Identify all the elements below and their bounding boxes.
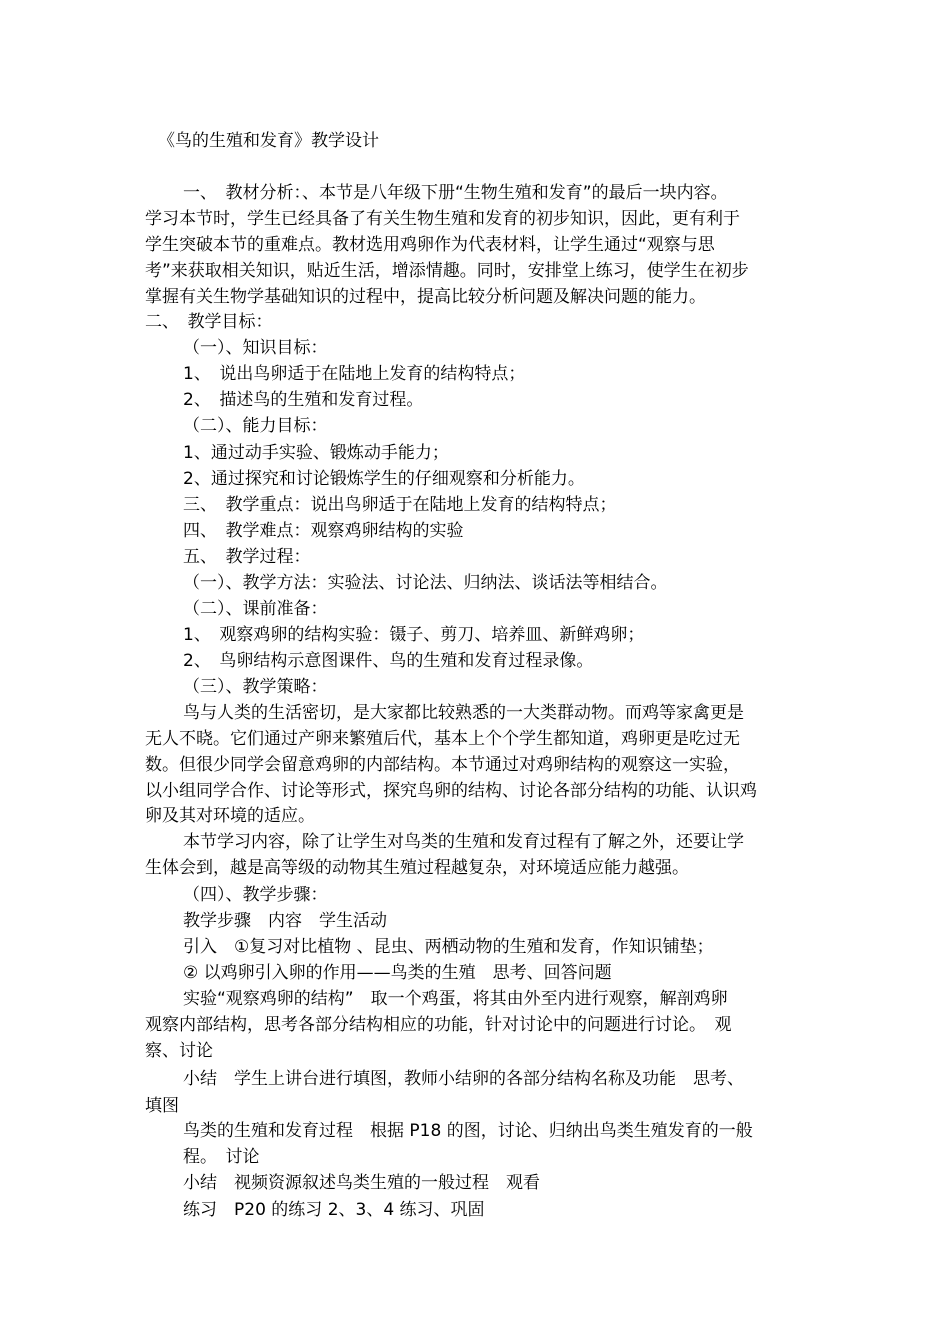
paragraph-line: ② 以鸡卵引入卵的作用——鸟类的生殖 思考、回答问题 (183, 963, 612, 983)
paragraph-line: 数。但很少同学会留意鸡卵的内部结构。本节通过对鸡卵结构的观察这一实验， (145, 755, 740, 775)
paragraph-line: 一、 教材分析：、本节是八年级下册“生物生殖和发育”的最后一块内容。 (183, 183, 728, 203)
paragraph-line: （一）、知识目标： (183, 338, 328, 358)
paragraph-line: 掌握有关生物学基础知识的过程中，提高比较分析问题及解决问题的能力。 (145, 287, 706, 307)
paragraph-line: 鸟类的生殖和发育过程 根据 P18 的图，讨论、归纳出鸟类生殖发育的一般 (183, 1121, 753, 1141)
paragraph-line: 程。 讨论 (183, 1147, 260, 1167)
paragraph-line: 以小组同学合作、讨论等形式，探究鸟卵的结构、讨论各部分结构的功能、认识鸡 (145, 781, 757, 801)
document-title: 《鸟的生殖和发育》教学设计 (158, 131, 379, 151)
paragraph-line: 卵及其对环境的适应。 (145, 806, 315, 826)
paragraph-line: 练习 P20 的练习 2、3、4 练习、巩固 (183, 1200, 485, 1220)
paragraph-line: 2、通过探究和讨论锻炼学生的仔细观察和分析能力。 (183, 469, 585, 489)
paragraph-line: 察、讨论 (145, 1041, 213, 1061)
paragraph-line: 引入 ①复习对比植物 、昆虫、两栖动物的生殖和发育，作知识铺垫； (183, 937, 714, 957)
paragraph-line: 填图 (145, 1096, 179, 1116)
paragraph-line: （一）、教学方法：实验法、讨论法、归纳法、谈话法等相结合。 (183, 573, 668, 593)
paragraph-line: 实验“观察鸡卵的结构” 取一个鸡蛋，将其由外至内进行观察，解剖鸡卵 (183, 989, 728, 1009)
paragraph-line: 考”来获取相关知识，贴近生活，增添情趣。同时，安排堂上练习，使学生在初步 (145, 261, 749, 281)
paragraph-line: 生体会到，越是高等级的动物其生殖过程越复杂，对环境适应能力越强。 (145, 858, 689, 878)
paragraph-line: 1、通过动手实验、锻炼动手能力； (183, 443, 449, 463)
paragraph-line: （三）、教学策略： (183, 677, 328, 697)
paragraph-line: （四）、教学步骤： (183, 885, 328, 905)
paragraph-line: 小结 视频资源叙述鸟类生殖的一般过程 观看 (183, 1173, 540, 1193)
paragraph-line: 2、 鸟卵结构示意图课件、鸟的生殖和发育过程录像。 (183, 651, 594, 671)
paragraph-line: 五、 教学过程： (183, 547, 311, 567)
paragraph-line: 学生突破本节的重难点。教材选用鸡卵作为代表材料，让学生通过“观察与思 (145, 235, 715, 255)
paragraph-line: 鸟与人类的生活密切，是大家都比较熟悉的一大类群动物。而鸡等家禽更是 (183, 703, 744, 723)
paragraph-line: 1、 说出鸟卵适于在陆地上发育的结构特点； (183, 364, 526, 384)
paragraph-line: （二）、能力目标： (183, 416, 328, 436)
paragraph-line: 小结 学生上讲台进行填图，教师小结卵的各部分结构名称及功能 思考、 (183, 1069, 744, 1089)
paragraph-line: 学习本节时，学生已经具备了有关生物生殖和发育的初步知识，因此，更有利于 (145, 209, 740, 229)
paragraph-line: 2、 描述鸟的生殖和发育过程。 (183, 390, 424, 410)
paragraph-line: 1、 观察鸡卵的结构实验：镊子、剪刀、培养皿、新鲜鸡卵； (183, 625, 645, 645)
paragraph-line: 二、 教学目标： (145, 312, 273, 332)
paragraph-line: （二）、课前准备： (183, 599, 328, 619)
paragraph-line: 四、 教学难点：观察鸡卵结构的实验 (183, 521, 464, 541)
paragraph-line: 本节学习内容，除了让学生对鸟类的生殖和发育过程有了解之外，还要让学 (183, 832, 744, 852)
paragraph-line: 三、 教学重点：说出鸟卵适于在陆地上发育的结构特点； (183, 495, 617, 515)
paragraph-line: 教学步骤 内容 学生活动 (183, 911, 387, 931)
paragraph-line: 观察内部结构，思考各部分结构相应的功能，针对讨论中的问题进行讨论。 观 (145, 1015, 732, 1035)
paragraph-line: 无人不晓。它们通过产卵来繁殖后代，基本上个个学生都知道，鸡卵更是吃过无 (145, 729, 740, 749)
